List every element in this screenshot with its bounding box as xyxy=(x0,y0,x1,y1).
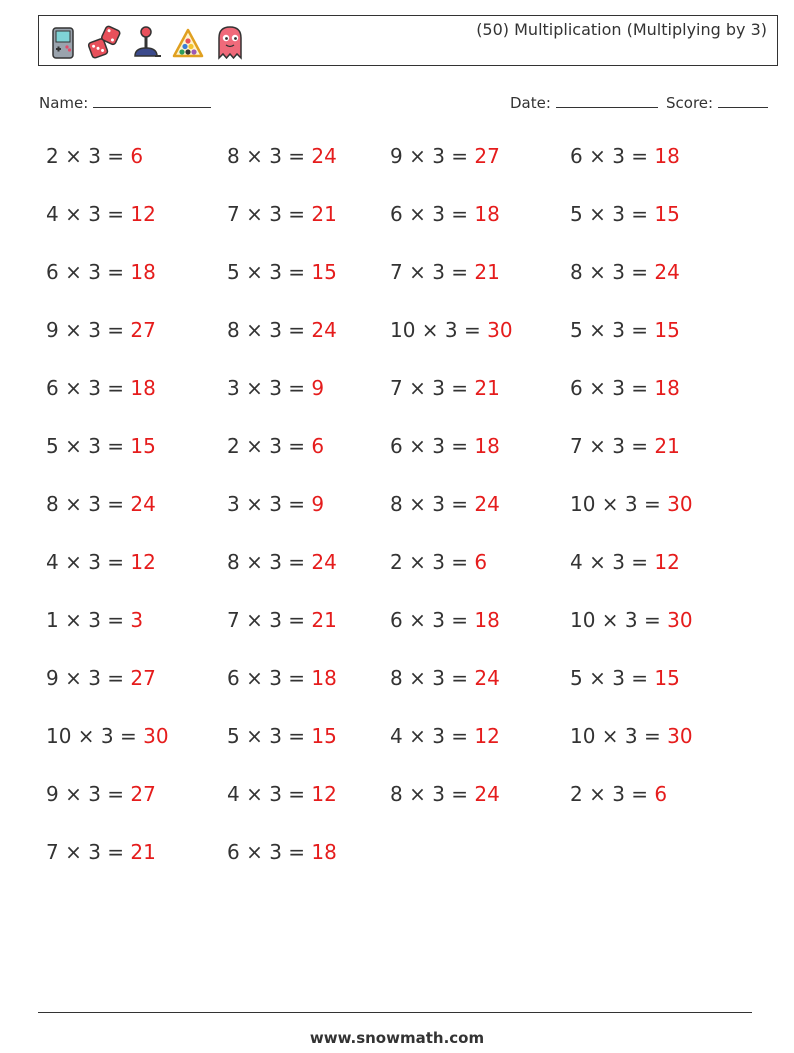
problem-question: 2 × 3 = xyxy=(570,782,655,806)
problem-10-4 xyxy=(570,666,680,690)
problem-question: 8 × 3 = xyxy=(46,492,131,516)
problem-question: 6 × 3 = xyxy=(390,608,475,632)
problem-answer: 18 xyxy=(474,434,500,458)
problem-answer: 12 xyxy=(311,782,337,806)
problem-answer: 18 xyxy=(474,608,500,632)
icon-strip xyxy=(45,22,247,62)
problem-question: 2 × 3 = xyxy=(390,550,475,574)
problem-answer: 21 xyxy=(311,608,337,632)
problem-question: 8 × 3 = xyxy=(390,492,475,516)
problem-answer: 30 xyxy=(143,724,169,748)
name-label: Name: xyxy=(39,94,89,112)
problem-question: 6 × 3 = xyxy=(227,666,312,690)
header-box xyxy=(38,15,778,66)
problem-question: 7 × 3 = xyxy=(390,260,475,284)
problem-2-4 xyxy=(570,202,680,226)
problem-3-4 xyxy=(570,260,680,284)
problem-10-2 xyxy=(227,666,337,690)
problem-question: 10 × 3 = xyxy=(46,724,144,748)
problem-question: 8 × 3 = xyxy=(227,318,312,342)
problem-answer: 12 xyxy=(130,202,156,226)
problem-7-3 xyxy=(390,492,500,516)
problem-9-4 xyxy=(570,608,693,632)
problem-question: 3 × 3 = xyxy=(227,492,312,516)
problem-question: 9 × 3 = xyxy=(46,782,131,806)
problem-9-1 xyxy=(46,608,143,632)
problem-8-3 xyxy=(390,550,487,574)
problem-answer: 27 xyxy=(130,666,156,690)
dice-icon xyxy=(87,22,121,62)
problem-question: 5 × 3 = xyxy=(227,724,312,748)
problem-question: 8 × 3 = xyxy=(227,144,312,168)
problem-answer: 15 xyxy=(130,434,156,458)
problem-answer: 15 xyxy=(654,666,680,690)
problem-5-4 xyxy=(570,376,680,400)
problem-4-1 xyxy=(46,318,156,342)
problem-answer: 27 xyxy=(130,318,156,342)
problem-2-2 xyxy=(227,202,337,226)
problem-answer: 27 xyxy=(474,144,500,168)
problem-question: 8 × 3 = xyxy=(390,666,475,690)
problem-9-3 xyxy=(390,608,500,632)
problem-4-2 xyxy=(227,318,337,342)
date-label: Date: xyxy=(510,94,551,112)
problem-answer: 30 xyxy=(667,608,693,632)
problem-question: 1 × 3 = xyxy=(46,608,131,632)
problem-answer: 24 xyxy=(474,666,500,690)
problem-question: 7 × 3 = xyxy=(570,434,655,458)
problem-answer: 24 xyxy=(311,318,337,342)
score-field[interactable] xyxy=(666,93,768,112)
problem-answer: 21 xyxy=(654,434,680,458)
problem-10-3 xyxy=(390,666,500,690)
score-label: Score: xyxy=(666,94,714,112)
problem-1-2 xyxy=(227,144,337,168)
problem-answer: 18 xyxy=(130,260,156,284)
problem-1-1 xyxy=(46,144,143,168)
problem-answer: 18 xyxy=(474,202,500,226)
problem-1-4 xyxy=(570,144,680,168)
problem-answer: 24 xyxy=(130,492,156,516)
problem-answer: 24 xyxy=(474,492,500,516)
billiard-rack-icon xyxy=(171,22,205,62)
problem-question: 7 × 3 = xyxy=(390,376,475,400)
problem-question: 6 × 3 = xyxy=(227,840,312,864)
problem-answer: 24 xyxy=(654,260,680,284)
problem-question: 4 × 3 = xyxy=(46,202,131,226)
problem-question: 9 × 3 = xyxy=(390,144,475,168)
problem-answer: 27 xyxy=(130,782,156,806)
problem-4-4 xyxy=(570,318,680,342)
problem-question: 8 × 3 = xyxy=(570,260,655,284)
problem-5-2 xyxy=(227,376,324,400)
score-blank[interactable] xyxy=(718,93,768,108)
ghost-icon xyxy=(213,22,247,62)
problem-question: 6 × 3 = xyxy=(570,376,655,400)
problem-answer: 6 xyxy=(474,550,488,574)
problem-answer: 15 xyxy=(654,318,680,342)
problem-question: 10 × 3 = xyxy=(570,492,668,516)
problem-answer: 9 xyxy=(311,376,325,400)
problem-question: 9 × 3 = xyxy=(46,666,131,690)
problem-question: 10 × 3 = xyxy=(390,318,488,342)
problem-answer: 6 xyxy=(130,144,144,168)
problem-question: 5 × 3 = xyxy=(570,318,655,342)
problem-answer: 21 xyxy=(130,840,156,864)
problem-answer: 21 xyxy=(311,202,337,226)
problem-10-1 xyxy=(46,666,156,690)
problem-question: 5 × 3 = xyxy=(570,666,655,690)
footer-site: www.snowmath.com xyxy=(309,1029,485,1047)
problem-answer: 15 xyxy=(311,260,337,284)
problem-answer: 30 xyxy=(667,492,693,516)
problem-8-4 xyxy=(570,550,680,574)
problem-answer: 9 xyxy=(311,492,325,516)
problem-answer: 12 xyxy=(474,724,500,748)
problem-answer: 21 xyxy=(474,376,500,400)
problem-3-2 xyxy=(227,260,337,284)
problem-question: 5 × 3 = xyxy=(46,434,131,458)
problem-question: 3 × 3 = xyxy=(227,376,312,400)
problem-5-1 xyxy=(46,376,156,400)
problem-answer: 18 xyxy=(654,144,680,168)
problem-question: 6 × 3 = xyxy=(46,260,131,284)
date-field[interactable] xyxy=(510,93,658,112)
gameboy-icon xyxy=(45,22,79,62)
problem-5-3 xyxy=(390,376,500,400)
problem-9-2 xyxy=(227,608,337,632)
problem-answer: 30 xyxy=(667,724,693,748)
problem-question: 10 × 3 = xyxy=(570,724,668,748)
problem-answer: 12 xyxy=(654,550,680,574)
problem-12-4 xyxy=(570,782,667,806)
problem-2-3 xyxy=(390,202,500,226)
problem-question: 4 × 3 = xyxy=(390,724,475,748)
problem-question: 4 × 3 = xyxy=(46,550,131,574)
problem-12-2 xyxy=(227,782,337,806)
problem-question: 6 × 3 = xyxy=(390,434,475,458)
problem-6-4 xyxy=(570,434,680,458)
problem-question: 7 × 3 = xyxy=(46,840,131,864)
problem-answer: 3 xyxy=(130,608,144,632)
problem-6-3 xyxy=(390,434,500,458)
problem-answer: 15 xyxy=(654,202,680,226)
problem-answer: 6 xyxy=(654,782,668,806)
problem-question: 9 × 3 = xyxy=(46,318,131,342)
problem-question: 10 × 3 = xyxy=(570,608,668,632)
problem-3-1 xyxy=(46,260,156,284)
problem-7-2 xyxy=(227,492,324,516)
problem-question: 4 × 3 = xyxy=(227,782,312,806)
problem-11-1 xyxy=(46,724,169,748)
problem-8-1 xyxy=(46,550,156,574)
joystick-icon xyxy=(129,22,163,62)
problem-answer: 18 xyxy=(311,840,337,864)
problem-question: 6 × 3 = xyxy=(390,202,475,226)
problem-13-2 xyxy=(227,840,337,864)
problem-11-2 xyxy=(227,724,337,748)
problem-question: 7 × 3 = xyxy=(227,608,312,632)
problem-2-1 xyxy=(46,202,156,226)
problem-question: 2 × 3 = xyxy=(227,434,312,458)
date-blank[interactable] xyxy=(556,93,658,108)
problem-answer: 24 xyxy=(311,144,337,168)
problem-11-3 xyxy=(390,724,500,748)
problem-question: 4 × 3 = xyxy=(570,550,655,574)
name-field[interactable] xyxy=(39,93,211,112)
problem-answer: 18 xyxy=(311,666,337,690)
problem-question: 6 × 3 = xyxy=(46,376,131,400)
problem-answer: 12 xyxy=(130,550,156,574)
problem-question: 8 × 3 = xyxy=(227,550,312,574)
problem-question: 7 × 3 = xyxy=(227,202,312,226)
problem-7-1 xyxy=(46,492,156,516)
problem-6-2 xyxy=(227,434,324,458)
problem-answer: 24 xyxy=(311,550,337,574)
problem-12-1 xyxy=(46,782,156,806)
problem-answer: 18 xyxy=(130,376,156,400)
problem-answer: 30 xyxy=(487,318,513,342)
problem-answer: 6 xyxy=(311,434,325,458)
problem-12-3 xyxy=(390,782,500,806)
problem-answer: 24 xyxy=(474,782,500,806)
problem-question: 5 × 3 = xyxy=(570,202,655,226)
problem-3-3 xyxy=(390,260,500,284)
problem-1-3 xyxy=(390,144,500,168)
problem-11-4 xyxy=(570,724,693,748)
worksheet-title: (50) Multiplication (Multiplying by 3) xyxy=(476,20,767,39)
problem-question: 6 × 3 = xyxy=(570,144,655,168)
footer-divider xyxy=(38,1012,752,1013)
problem-4-3 xyxy=(390,318,513,342)
problem-answer: 15 xyxy=(311,724,337,748)
problem-answer: 18 xyxy=(654,376,680,400)
problem-8-2 xyxy=(227,550,337,574)
name-blank[interactable] xyxy=(93,93,211,108)
problem-7-4 xyxy=(570,492,693,516)
problem-6-1 xyxy=(46,434,156,458)
problem-question: 5 × 3 = xyxy=(227,260,312,284)
problem-question: 8 × 3 = xyxy=(390,782,475,806)
problem-13-1 xyxy=(46,840,156,864)
problem-answer: 21 xyxy=(474,260,500,284)
problem-question: 2 × 3 = xyxy=(46,144,131,168)
